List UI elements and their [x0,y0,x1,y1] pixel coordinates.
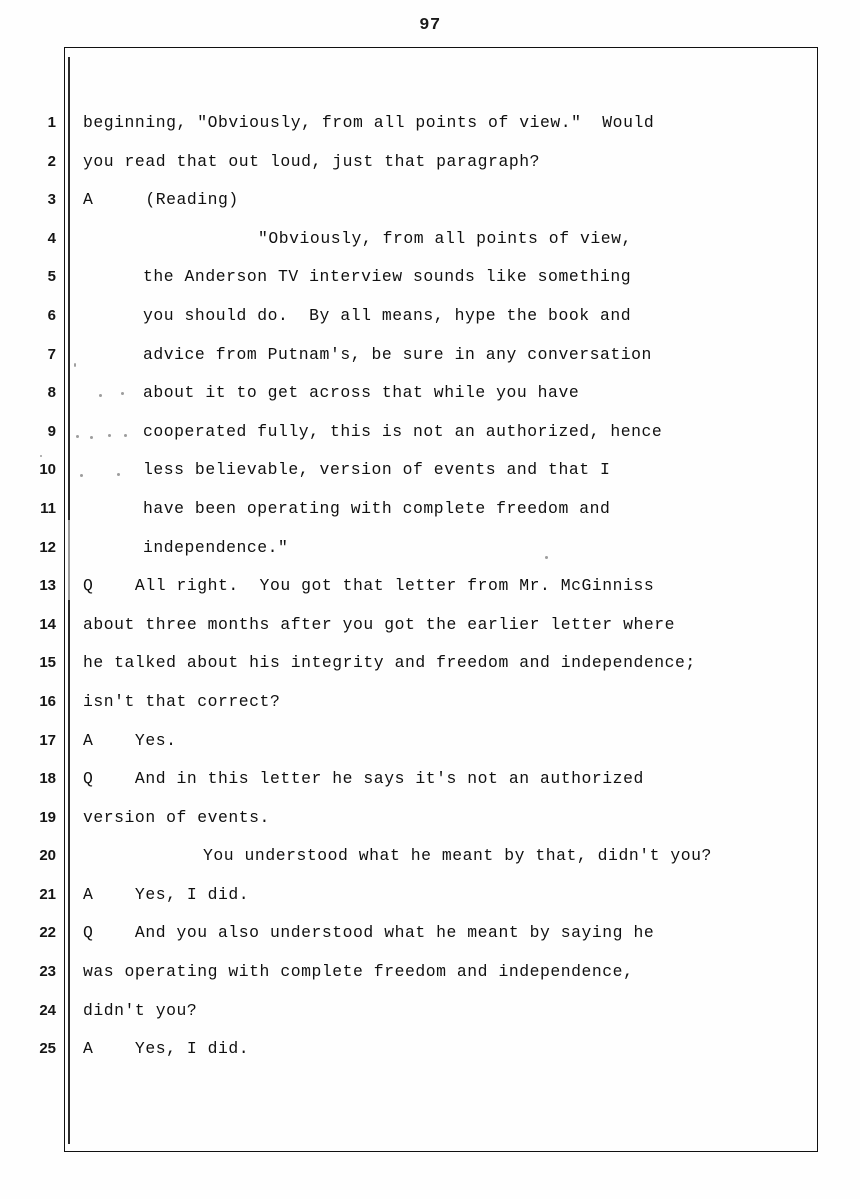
line-content: You understood what he meant by that, didn't you? [203,846,712,866]
line-number: 9 [47,422,56,440]
line-number: 24 [39,1001,56,1019]
line-number: 5 [47,268,56,286]
transcript-line [0,228,860,267]
transcript-line [0,922,860,961]
line-number: 23 [39,963,56,981]
line-number: 25 [39,1040,56,1058]
line-number: 2 [47,152,56,170]
line-content: isn't that correct? [83,691,281,711]
line-content: he talked about his integrity and freedom and independence; [83,653,696,673]
line-content: A Yes, I did. [83,1039,250,1059]
line-number: 21 [39,885,56,903]
transcript-line [0,652,860,691]
line-content: Q And you also understood what he meant by saying he [83,923,655,943]
line-content: Q And in this letter he says it's not an authorized [83,769,644,789]
transcript-line [0,807,860,846]
line-number: 6 [47,306,56,324]
line-number: 10 [39,461,56,479]
line-content: less believable, version of events and that I [143,460,611,480]
line-number: 16 [39,692,56,710]
line-number: 17 [39,731,56,749]
transcript-line [0,498,860,537]
line-number: 3 [47,191,56,209]
transcript-line [0,961,860,1000]
line-number: 14 [39,615,56,633]
transcript-line [0,884,860,923]
line-content: was operating with complete freedom and independence, [83,962,634,982]
transcript-line [0,151,860,190]
line-content: the Anderson TV interview sounds like something [143,267,632,287]
line-content: A Yes, I did. [83,884,250,904]
line-number: 13 [39,577,56,595]
line-content: about it to get across that while you have [143,383,580,403]
line-number: 12 [39,538,56,556]
line-number: 1 [47,114,56,131]
line-content: about three months after you got the earlier letter where [83,614,676,634]
transcript-line [0,614,860,653]
line-number: 19 [39,808,56,826]
transcript-line [0,305,860,344]
line-content: have been operating with complete freedom and [143,498,611,518]
transcript-lines [0,112,860,1077]
transcript-line [0,189,860,228]
transcript-line [0,537,860,576]
transcript-line [0,1038,860,1077]
line-content: beginning, "Obviously, from all points of view." Would [83,113,655,132]
transcript-line [0,344,860,383]
transcript-line [0,768,860,807]
transcript-line [0,1000,860,1039]
transcript-line [0,691,860,730]
line-number: 18 [39,770,56,788]
line-number: 20 [39,847,56,865]
line-number: 7 [47,345,56,363]
transcript-line [0,575,860,614]
line-content: you read that out loud, just that paragraph? [83,151,540,171]
line-content: version of events. [83,807,270,827]
line-number: 8 [47,384,56,402]
transcript-line [0,266,860,305]
line-number: 15 [39,654,56,672]
line-content: "Obviously, from all points of view, [258,228,632,248]
line-content: cooperated fully, this is not an authorized, hence [143,421,663,441]
line-number: 4 [47,229,56,247]
line-content: you should do. By all means, hype the book and [143,305,632,325]
page-number: 97 [419,16,441,35]
line-content: independence." [143,537,289,557]
line-content: didn't you? [83,1000,198,1020]
line-content: Q All right. You got that letter from Mr. McGinniss [83,576,655,596]
line-content: A (Reading) [83,190,239,210]
transcript-line [0,421,860,460]
transcript-line [0,730,860,769]
line-content: A Yes. [83,730,177,750]
line-number: 22 [39,924,56,942]
transcript-line [0,112,860,151]
line-number: 11 [40,499,56,517]
transcript-line [0,382,860,421]
line-content: advice from Putnam's, be sure in any conversation [143,344,652,364]
transcript-line [0,845,860,884]
transcript-line [0,459,860,498]
